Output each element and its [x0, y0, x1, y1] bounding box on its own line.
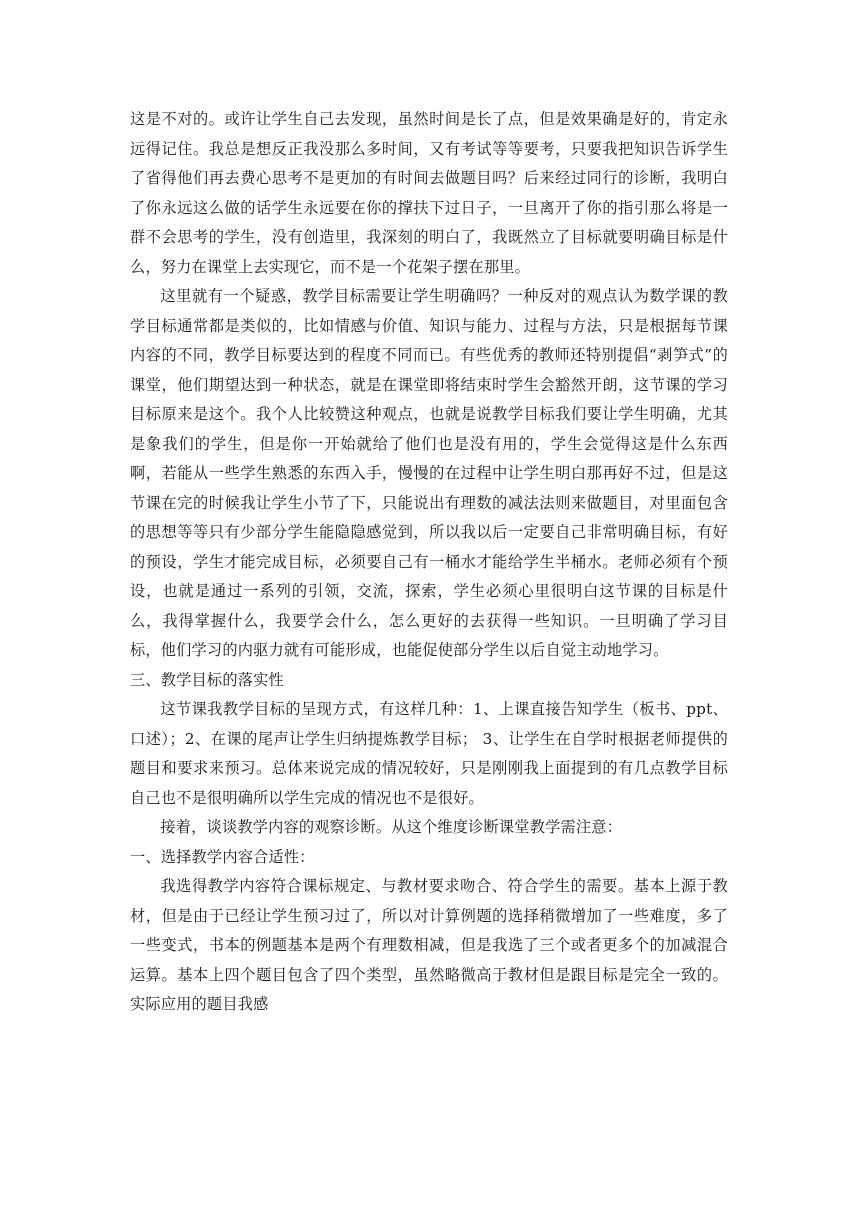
paragraph-1: 这是不对的。或许让学生自己去发现，虽然时间是长了点，但是效果确是好的，肯定永远得记住。我总是想反正我没那么多时间，又有考试等等要考，只要我把知识告诉学生了省得他们再去费心思考不是更加的有时间去做题目吗？后来经过同行的诊断，我明白了你永远这么做的话学生永远要在你的撑扶下过日子，一旦离开了你的指引那么将是一群不会思考的学生，没有创造里，我深刻的明白了，我既然立了目标就要明确目标是什么，努力在课堂上去实现它，而不是一个花架子摆在那里。 [130, 110, 728, 276]
section-heading-3: 三、教学目标的落实性 [130, 670, 284, 689]
paragraph-4: 这节课我教学目标的呈现方式，有这样几种：1、上课直接告知学生（板书、ppt、口述）；2、在课的尾声让学生归纳提炼教学目标； 3、让学生在自学时根据老师提供的题目和要求来预习。总体来说完成的情况较好，只是刚刚我上面提到的有几点教学目标自己也不是很明确所以学生完成的情况也不是很好。 [130, 700, 728, 807]
section-heading-1: 一、选择教学内容合适性： [130, 847, 315, 866]
paragraph-7: 我选得教学内容符合课标规定、与教材要求吻合、符合学生的需要。基本上源于教材，但是由于已经让学生预习过了，所以对计算例题的选择稍微增加了一些难度，多了一些变式，书本的例题基本是两个有理数相减，但是我选了三个或者更多个的加减混合运算。基本上四个题目包含了四个类型，虽然略微高于教材但是跟目标是完全一致的。实际应用的题目我感 [130, 877, 728, 1013]
paragraph-5: 接着，谈谈教学内容的观察诊断。从这个维度诊断课堂教学需注意： [160, 818, 623, 836]
document-body [130, 105, 728, 1020]
paragraph-2: 这里就有一个疑惑，教学目标需要让学生明确吗？一种反对的观点认为数学课的教学目标通常都是类似的，比如情感与价值、知识与能力、过程与方法，只是根据每节课内容的不同，教学目标要达到的程度不同而已。有些优秀的教师还特别提倡“剥笋式”的课堂，他们期望达到一种状态，就是在课堂即将结束时学生会豁然开朗，这节课的学习目标原来是这个。我个人比较赞这种观点，也就是说教学目标我们要让学生明确，尤其是象我们的学生，但是你一开始就给了他们也是没有用的，学生会觉得这是什么东西啊，若能从一些学生熟悉的东西入手，慢慢的在过程中让学生明白那再好不过，但是这节课在完的时候我让学生小节了下，只能说出有理数的减法法则来做题目，对里面包含的思想等等只有少部分学生能隐隐感觉到，所以我以后一定要自己非常明确目标，有好的预设，学生才能完成目标，必须要自己有一桶水才能给学生半桶水。老师必须有个预设，也就是通过一系列的引领，交流，探索，学生必须心里很明白这节课的目标是什么，我得掌握什么，我要学会什么，怎么更好的去获得一些知识。一旦明确了学习目标，他们学习的内驱力就有可能形成，也能促使部分学生以后自觉主动地学习。 [130, 287, 728, 659]
